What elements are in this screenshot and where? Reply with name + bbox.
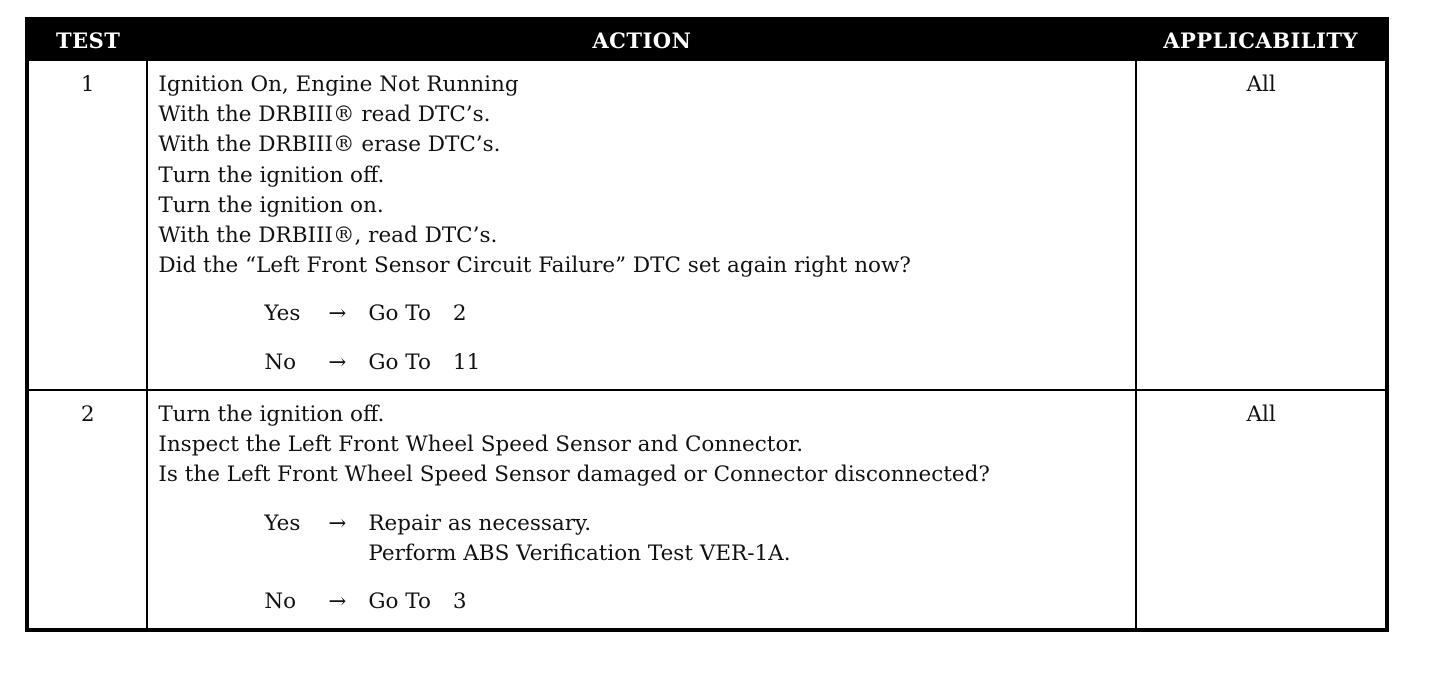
outcome-yes: [264, 509, 1135, 569]
outcome-result: [368, 509, 1135, 569]
goto-label: Go To: [368, 301, 431, 327]
table-header-row: [27, 19, 1387, 60]
outcome-result: [368, 348, 1135, 378]
goto-step: 11: [452, 349, 481, 375]
action-line: Turn the ignition off.: [158, 402, 385, 427]
outcome-answer: No: [264, 349, 297, 375]
outcome-no: [264, 587, 1135, 617]
right-arrow-icon: →: [328, 589, 347, 615]
header-test: TEST: [27, 19, 147, 60]
applicability: All: [1136, 60, 1387, 390]
header-action: ACTION: [147, 19, 1136, 60]
test-number: 1: [27, 60, 147, 390]
action-line: Ignition On, Engine Not Running: [158, 72, 519, 97]
action-question: Is the Left Front Wheel Speed Sensor damaged or Connector disconnected?: [158, 462, 990, 488]
outcome-answer: Yes: [264, 510, 301, 536]
right-arrow-icon: →: [328, 349, 347, 375]
right-arrow-icon: →: [328, 301, 347, 327]
result-line: Perform ABS Verification Test VER-1A.: [368, 540, 791, 566]
goto-step: 2: [452, 301, 467, 327]
goto-label: Go To: [368, 589, 431, 615]
header-applicability: APPLICABILITY: [1136, 19, 1387, 60]
goto-label: Go To: [368, 349, 431, 375]
table-row: [27, 60, 1387, 390]
action-line: With the DRBIII® erase DTC’s.: [158, 132, 501, 158]
right-arrow-icon: →: [328, 510, 347, 536]
action-line: With the DRBIII®, read DTC’s.: [158, 223, 498, 249]
action-line: Inspect the Left Front Wheel Speed Sensor and Connector.: [158, 432, 804, 458]
outcome-yes: [264, 299, 1135, 329]
outcome-result: [368, 299, 1135, 329]
action-line: Turn the ignition off.: [158, 162, 385, 188]
outcome-answer: Yes: [264, 301, 301, 327]
action-cell: [147, 390, 1136, 630]
diagnostic-test-table: [25, 17, 1389, 632]
outcome-answer: No: [264, 589, 297, 615]
outcome-result: [368, 587, 1135, 617]
action-line: Turn the ignition on.: [158, 192, 384, 218]
action-cell: [147, 60, 1136, 390]
action-line: With the DRBIII® read DTC’s.: [158, 102, 491, 128]
action-question: Did the “Left Front Sensor Circuit Failure” DTC set again right now?: [158, 253, 911, 279]
outcome-no: [264, 348, 1135, 378]
test-number: 2: [27, 390, 147, 630]
goto-step: 3: [452, 589, 467, 615]
table-row: [27, 390, 1387, 630]
result-line: Repair as necessary.: [368, 510, 592, 536]
applicability: All: [1136, 390, 1387, 630]
